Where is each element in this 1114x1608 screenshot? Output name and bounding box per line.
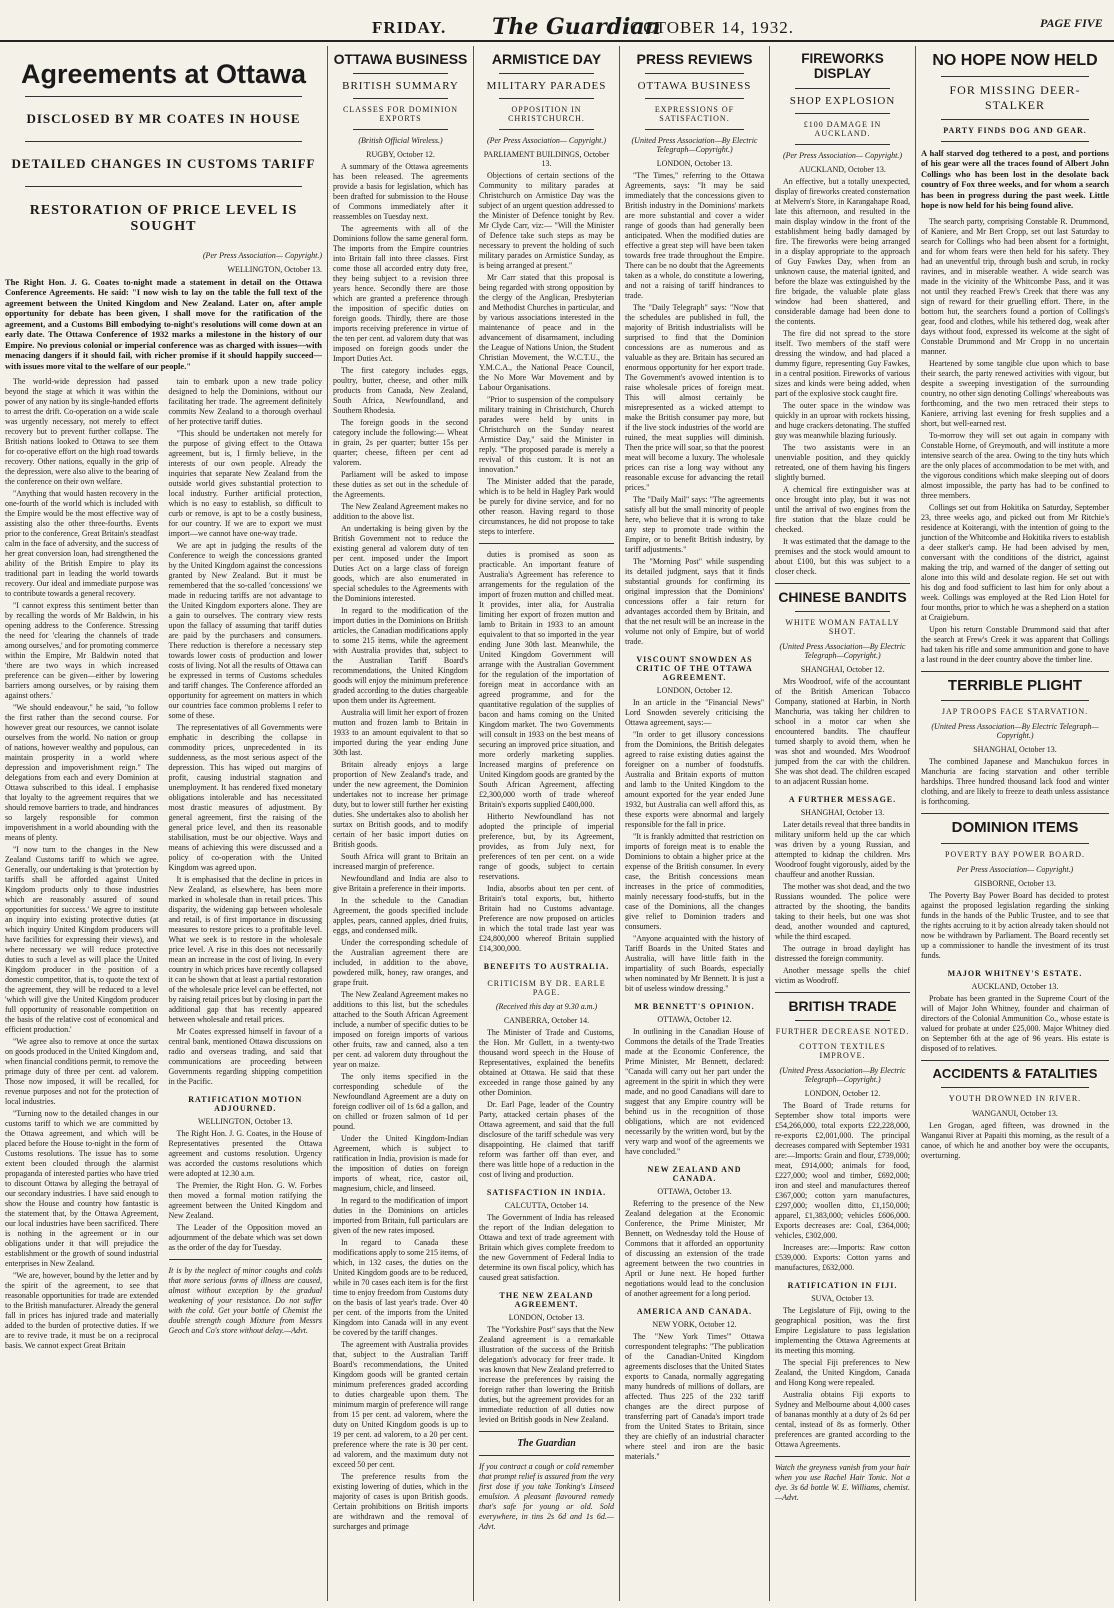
paragraph: In the schedule to the Canadian Agreement, the goods specified include apples, pears, canned apples, dried fruits, eggs, and condensed milk. (333, 896, 468, 936)
article-deck: DETAILED CHANGES IN CUSTOMS TARIFF (11, 155, 316, 171)
paragraph: In regard to the modification of the import duties in the Dominions on British articles, the Canadian modifications apply to some 215 items, while the agreement with Australia provides that, subject to the Australian Tariff Board's recommendations, the United Kingdom goods will enjoy the minimum preference graded according to the duties chargeable upon them under its Agreement. (333, 606, 468, 706)
sub-headline: MR BENNETT'S OPINION. (634, 1002, 755, 1012)
paragraph: Australia will limit her export of frozen mutton and frozen lamb to Britain in 1933 to an amount equivalent to that so imported during the year ending June 30th last. (333, 708, 468, 758)
paragraph: The Right Hon. J. G. Coates, in the House of Representatives presented the Ottawa agreement and customs resolution. Urgency was accorded the customs resolutions which were adopted at 12.30 a.m. (168, 1129, 322, 1179)
paragraph: Newfoundland and India are also to give Britain a preference in their imports. (333, 874, 468, 894)
paragraph: "Anything that would hasten recovery in the one-fourth of the world which is included with the Empire would be the most effective way of assisting also the other three-fourths. Events prior to the conference, Great Britain's steadfast calm in the face of adversity, and the success of her great conversion loan, had strengthened the ability of the British Empire to play its traditional part in leading the world towards recovery. Our ideal and immediate purpose was to contribute towards a general recovery. (5, 489, 159, 599)
divider (25, 141, 302, 142)
credit-line: (United Press Association—By Electric Telegraph—Copyright.) (631, 136, 758, 155)
divider (775, 992, 910, 993)
divider (353, 73, 448, 74)
paragraph: The New Zealand Agreement makes no additions to this list, but the schedules attached to the South African Agreement include, a number of specific duties to be imposed on foreign imports of various other fruits, raw and canned, also a ten per cent. ad valorem duty throughout the year on maize. (333, 990, 468, 1070)
article-deck: EXPRESSIONS OF SATISFACTION. (654, 105, 735, 124)
paragraph: In an article in the "Financial News" Lord Snowden severely criticising the Ottawa agreement, says:— (625, 698, 764, 728)
dateline: NEW YORK, October 12. (652, 1320, 737, 1330)
paragraph: The preference results from the existing lowering of duties, which in the majority of cases is upon British goods. Certain prohibitions on British imports are withdrawn and the removal of surcharges and primage (333, 1472, 468, 1532)
divider (499, 129, 594, 130)
paragraph: Heartened by some tangible clue upon which to base their search, the party renewed activities with vigour, but despite a sweeping investigation of the surrounding country, no other sign denoting Collings' whereabouts was forthcoming, and the two men retraced their steps to Kaniere, arriving last evening for fresh supplies and a short, but well-earned rest. (921, 358, 1109, 428)
divider (169, 1259, 323, 1260)
paragraph: The search party, comprising Constable R. Drummond, of Kaniere, and Mr Bert Cropp, set out last Saturday to search for Collings who had been absent for a fortnight, and for whom fears were then held for his safety. They had an uneventful trip, through bush and scrub, in rocky ravines, and in miserable weather. A wide search was made in the vicinity of the Whitcombe Pass, and it was not until they reached Frew's Creek that there was any sign of reward for their gruelling effort. There, in the bottom hut, the searchers found a portion of Collings's gear, food and clothes, while his tethered dog, weak after days without food, expressed its welcome at the sight of Constable Drummond and Mr Cropp in no uncertain manner. (921, 216, 1109, 356)
body-left (5, 377, 159, 1353)
dateline: AUCKLAND, October 13. (799, 164, 886, 174)
footer-paper-mark: The Guardian (517, 1438, 576, 1450)
paragraph: duties is promised as soon as practicable. An important feature of Australia's Agreement has reference to arrangements for the regulation of the import of frozen mutton and chilled meat. It provides, inter alia, for Australia limiting her export of frozen mutton and lamb to Britain in 1933 to an amount equivalent to that so imported in the year ending June 30th last. Meanwhile, the United Kingdom Government will arrange with the Australian Government for the regulation of the importation of foreign meat in accordance with an agreed programme, and for the quantitative regulation of the supplies of bacon and hams coming on the United Kingdom market. The two Governments will consult in 1933 on the best means of securing an improved price situation, and more orderly marketing supplies. Increased margins of preference on United Kingdom goods are granted by the South African Agreement, affecting £2,300,000 worth of trade whereof Britain's exports supplied £400,000. (479, 550, 614, 810)
article-headline: BRITISH TRADE (788, 998, 897, 1015)
lead-paragraph: A half starved dog tethered to a post, and portions of his gear were all the traces found of Albert John Collings who has been lost in the desolate back country of Fox three weeks, and for whom a search has been in progress during the past week. Little hope is now held for his being found alive. (921, 147, 1109, 211)
divider (479, 1431, 614, 1432)
paragraph: India, absorbs about ten per cent. of Britain's total exports, but, hitherto Britain had no Customs advantage. Preference are now proposed on articles in which the total trade last year was £24,800,000 whereof Britain supplied £14,300,000. (479, 884, 614, 954)
paragraph: The Minister added that the parade, which is to be held in Hagley Park would be purely for divine service, and for no other reason. Having regard to those circumstances, he did not propose to take steps to interfere. (479, 477, 614, 537)
dateline: LONDON, October 12. (804, 1089, 881, 1099)
body-right (169, 377, 323, 1353)
divider (645, 129, 744, 130)
paragraph: The world-wide depression had passed beyond the stage at which it was within the power of any nation by its single-handed efforts to arrest the drift. Co-operation on a wide scale was urgently necessary, not merely to effect recovery but to prevent further collapse. The British nations looked to Ottawa to see them for co-operative effort on the high road towards recovery. Other nations, equally in the grip of the depression, were also alive to the bearing of the conference on their own welfare. (5, 377, 159, 487)
dateline: LONDON, October 13. (508, 1313, 585, 1323)
paragraph: To-morrow they will set out again in company with Constable Horne, of Greymouth, and will institute a more intensive search of the area. Owing to the tiny huts which are the only places of accommodation to be met with, and the vigorous conditions which make sleeping out of doors almost impossible, the party has had to be confined to three members. (921, 430, 1109, 500)
paragraph: "I now turn to the changes in the New Zealand Customs tariff to which we agree. Generally, our undertaking is that 'protection by tariffs shall be afforded against United Kingdom products only to those industries which are reasonably assured of sound opportunities for success.' We agree to institute an inquiry into existing protective duties (at which inquiry United Kingdom producers will have facilities for expressing their views), and where necessary we will reduce protective duties to such a level as will place the United Kingdom producer in the position of a domestic competitor, that is, to quote the text of the agreement, they will be reduced to a level 'which will give the United Kingdom producer full opportunity of reasonable competition on the basis of the relative cost of economical and efficient production.' (5, 845, 159, 1035)
article-deck: DISCLOSED BY MR COATES IN HOUSE (26, 110, 301, 126)
credit-line: (United Press Association—By Electric Telegraph—Copyright.) (931, 722, 1099, 741)
paragraph: "We are, however, bound by the letter and by the spirit of the agreement, to see that reasonable opportunities for trade are extended to the British manufacturer. Already the general fall in prices has injured trade and materially added to the burden of protective duties. If we are to revive trade, it must be on a reciprocal basis. We cannot expect Great Britain (5, 1271, 159, 1351)
dateline: SHANGHAI, October 13. (973, 745, 1057, 755)
dateline: OTTAWA, October 13. (657, 1187, 732, 1197)
masthead (0, 0, 1114, 42)
paragraph: We are apt in judging the results of the Conference to weigh the concessions granted by the United Kingdom against the concessions granted by New Zealand. But it must be remembered that the so-called 'concessions' we made in reducing tariffs are not advantage to the United Kingdom exporters alone. They are a gain to ourselves. The contrary view rests upon the fallacy of assuming that tariff duties are paid by the purchasers and consumers. There reduction is therefore a necessary step towards lower costs of production and lower costs of living. Not all the results of Ottawa can be expressed in terms of Customs schedules and tariff changes. The Conference afforded an opportunity for agreement on matters in which our countries face common problems I refer to some of these. (168, 541, 322, 721)
advertisement: Watch the greyness vanish from your hair when you use Rachel Hair Tonic. Not a dye. 3s 6d bottle W. E. Williams, chemist.—Advt. (775, 1463, 910, 1503)
divider (941, 843, 1089, 844)
article-deck: COTTON TEXTILES IMPROVE. (799, 1042, 886, 1061)
paragraph: Upon his return Constable Drummond said that after the search at Frew's Creek it was apparent that Collings had taken his rifle and some ammunition and gone to have a last round in the deer country above the timber line. (921, 624, 1109, 664)
dateline: SHANGHAI, October 13. (800, 808, 885, 818)
credit-line: (Received this day at 9.30 a.m.) (495, 1002, 598, 1012)
article-deck: PARTY FINDS DOG AND GEAR. (943, 125, 1087, 135)
article-deck: JAP TROOPS FACE STARVATION. (941, 707, 1089, 717)
paragraph: "Anyone acquainted with the history of Tariff Boards in the United States and Australia, will have little faith in the impartiality of such Boards, especially when nominated by Mr Bennett. It is just a bit of useless window dressing." (625, 934, 764, 994)
advertisement: If you contract a cough or cold remember that prompt relief is assured from the very first dose if you take Tonking's Linseed emulsion. A pleasant flavoured remedy that's safe for young or old. Sold everywhere, in tins 2s 6d and 1s 6d.—Advt. (479, 1462, 614, 1532)
paragraph: "It is frankly admitted that restriction on imports of foreign meat is to enable the Dominions to obtain a higher price at the expense of the British consumer. In every case, the British concessions mean increases in the price of commodities, mainly necessary food-stuffs, but in the case of the Dominions, all the changes give relief to Dominion traders and consumers. (625, 832, 764, 932)
divider (775, 1456, 910, 1457)
paragraph: The Minister of Trade and Customs, the Hon. Mr Gullett, in a twenty-two thousand word speech in the House of Representatives, explained the benefits obtained at Ottawa. He said that these exceeded in range those gained by any other Dominion. (479, 1028, 614, 1098)
paragraph: It was estimated that the damage to the premises and the stock would amount to about £100, but this was subject to a closer check. (775, 536, 910, 576)
article-headline: NO HOPE NOW HELD (932, 52, 1098, 69)
paragraph: In outlining in the Canadian House of Commons the details of the Trade Treaties made at the Economic Conference, the Prime Minister, Mr Bennett, declared: "Canada will carry out her part under the agreement in the spirit in which they were made, and no good Canadians will dare to suggest that any Empire country will be behind us in the recognition of those obligations, which are not evidenced necessarily by the written word, but by the very warp and woof of the agreements we have concluded." (625, 1027, 764, 1157)
article-deck: FOR MISSING DEER-STALKER (949, 82, 1081, 112)
paragraph: A summary of the Ottawa agreements has been released. The agreements provide a basis for legislation, which has been drafted for submission to the House of Commons immediately after it reassembles on Tuesday next. (333, 162, 468, 222)
sub-headline: SATISFACTION IN INDIA. (486, 1188, 607, 1198)
paragraph: "The Times," referring to the Ottawa Agreements, says: "It may be said immediately that the concessions given to British industry in the Dominions' markets are more substantial and cover a wider range of goods than had generally been anticipated. When the modified duties are effective a great step will have been taken towards free trade throughout the Empire. There can be no doubt that the Agreements taken as a whole, do constitute a lowering, and not a raising of tariff hindrances to trade. (625, 171, 764, 301)
divider (479, 543, 614, 544)
credit-line: (United Press Association—By Electric Telegraph—Copyright.) (779, 642, 906, 661)
paragraph: A chemical fire extinguisher was at once brought into play, but it was not until the arrival of two engines from the fire station that the blaze could be checked. (775, 484, 910, 534)
divider (941, 119, 1089, 120)
article-deck: MILITARY PARADES (486, 80, 607, 93)
paragraph: The representatives of all Governments were emphatic in describing the collapse in commodity prices, unprecedented in its suddenness, as the most serious aspect of the depression. This has wiped out margins of profit, causing industrial stagnation and unemployment. It has rendered fixed monetary obligations intolerable and has necessitated most drastic measures of adjustment. By general agreement, first the raising of the general price level, and then its reasonable stabilisation, must be our objective. Ways and means of achieving this were discussed and a policy of co-operation with the United Kingdom was agreed upon. (168, 723, 322, 873)
sub-headline: THE NEW ZEALAND AGREEMENT. (499, 1291, 594, 1310)
lead-paragraph: The Right Hon. J. G. Coates to-night made a statement in detail on the Ottawa Conference Agreements. He said: "I now wish to lay on the table the full text of the agreement between the United Kingdom and New Zealand. Later on, after ample opportunity for debate has been given, I shall move for the ratification of the agreement, and a Customs Bill embodying to-night's resolutions will come down at an early date. The Ottawa Conference of 1932 marks a milestone in the history of our Empire. No previous colonial or imperial conference was as charged with issues—with menacing dangers if it should fail, with richer promise if it should happily succeed—with issues more vital to the welfare of our people." (5, 276, 322, 371)
article-headline: DOMINION ITEMS (951, 819, 1079, 837)
credit-line: (Per Press Association— Copyright.) (782, 150, 903, 160)
divider (795, 611, 890, 612)
paragraph: The Board of Trade returns for September show total imports were £54,266,000, total exports £22,228,000, re-exports £2,001,000. The principal decreases compared with September 1931 are:—Imports: Grain and flour, £739,000; meat, £914,000; animals for food, £227,000; wool and timber, £692,000; iron and steel and manufactures thereof £367,000; cotton yarn manufactures, £297,000; woollen ditto, £1,150,000; apparel, £1,383,000; vehicles £606,000. Exports decreases are: Coal, £364,000; vehicles, £302,000. (775, 1101, 910, 1241)
paragraph: Mr Coates expressed himself in favour of a central bank, mentioned Ottawa discussions on radio and overseas trading, and said that communications are proceeding between Governments regarding shipping competition in the Pacific. (168, 1027, 322, 1087)
divider (645, 98, 744, 99)
dateline: WANGANUI, October 13. (972, 1108, 1058, 1118)
article-body (5, 377, 322, 1353)
paragraph: In regard to Canada these modifications apply to some 215 items, of which, in 132 cases, the duties on the United Kingdom goods are to be reduced, while in 70 cases each item is for the first time to enjoy freedom from Customs duty on the basis of last year's trade. Over 40 per cent. of the imports from the United Kingdom into Canada will in any event be covered by the tariff changes. (333, 1238, 468, 1338)
credit-line: (British Official Wireless.) (358, 136, 443, 146)
column-ottawa-business (328, 46, 474, 1601)
paragraph: tain to embark upon a new trade policy designed to help the Dominions, without our facilitating her trade. The agreement definitely commits New Zealand to a thorough overhaul of her protective tariff duties. (168, 377, 322, 427)
paragraph: "Prior to suspension of the compulsory military training in Christchurch, Church parades were held by units in Christchurch on the Sunday nearest Armistice Day," said the Minister in reply. "The proposed parade is merely a revival of this custom. It is not an innovation." (479, 395, 614, 475)
sub-headline: RATIFICATION IN FIJI. (787, 1281, 898, 1291)
article-deck: OTTAWA BUSINESS (637, 80, 752, 93)
paragraph: The New Zealand Agreement makes no addition to the above list. (333, 502, 468, 522)
dateline: OTTAWA, October 12. (657, 1015, 732, 1025)
paragraph: The "Morning Post" while suspending its detailed judgment, says that it finds substantial grounds for confirming its original impression that the Dominions' concessions offer a fair return for advantages accorded them by Britain, and that the net result will be an increase in the volume not only of Empire, but of world trade. (625, 557, 764, 647)
paragraph: "I cannot express this sentiment better than by recalling the words of Mr Baldwin, in his opening address to the Conference. Stressing the need for 'clearing the channels of trade among ourselves,' and for promoting commerce within the Empire, Mr Baldwin noted that 'there are two ways in which increased preference can be given—either by lowering barriers among ourselves, or by raising them against others.' (5, 601, 159, 701)
masthead-paper-name: The Guardian (492, 14, 661, 40)
article-headline: FIREWORKS DISPLAY (801, 51, 884, 81)
paragraph: The fire did not spread to the store itself. Two members of the staff were dressing the window, and had placed a dummy figure, representing Guy Fawkes, in a central position. Fireworks of various sizes and kinds were being added, when part of the explosive stock caught fire. (775, 328, 910, 398)
article-deck: CLASSES FOR DOMINION EXPORTS (342, 105, 459, 124)
paragraph: Hitherto Newfoundland has not adopted the principle of imperial preference, but, by its Agreement, provides, as from July next, for preferences of ten per cent. on a wide range of goods, subject to certain reservations. (479, 812, 614, 882)
divider (921, 671, 1109, 672)
divider (645, 73, 744, 74)
paragraph: "In order to get illusory concessions from the Dominions, the British delegates agreed to raise existing duties against the foreigner on a number of foodstuffs. Australia and Britain exports of mutton and lamb to the United Kingdom to the amount exported for the year ended June 1932, but Australia can well afford this, as these exports were abnormal and largely responsible for the fall in price. (625, 730, 764, 830)
divider (479, 1455, 614, 1456)
article-deck: OPPOSITION IN CHRISTCHURCH. (508, 105, 585, 124)
paragraph: The mother was shot dead, and the two Russians wounded. The police were attracted by the shooting, the bandits taking to their heels, but one was shot dead, another wounded and captured, while the third escaped. (775, 882, 910, 942)
sub-headline: RATIFICATION MOTION ADJOURNED. (188, 1095, 303, 1114)
paragraph: It is emphasised that the decline in prices in New Zealand, as elsewhere, has been more marked in wholesale than in retail prices. This disparity, the widening gap between wholesale and retail, is of first importance in discussing measures to restore prices to a profitable level. What we seek is to restore in the wholesale price level. A rise in this does not necessarily mean an increase in the cost of living. In every country in which prices have recently collapsed it can be shown that at least a partial restoration of the wholesale price level can be effected, not by raising retail prices but by closing in part the additional gap that has recently appeared between wholesale and retail prices. (168, 875, 322, 1025)
paragraph: The combined Japanese and Manchukuo forces in Manchuria are facing starvation and other terrible hardships. Three hundred thousand lack food and winter clothing, and are likely to freeze to death unless assistance is forthcoming. (921, 757, 1109, 807)
sub-headline: AMERICA AND CANADA. (636, 1307, 753, 1317)
article-deck: BRITISH SUMMARY (342, 80, 459, 93)
article-headline: Agreements at Ottawa (20, 59, 307, 89)
divider (941, 700, 1089, 701)
paragraph: An effective, but a totally unexpected, display of fireworks created consternation at Melvern's Store, in Karangahape Road, late this afternoon, and resulted in the main display window in the front of the establishment being badly damaged by fire. The fireworks were being arranged in a display appropriate to the approach of Guy Fawkes Day, when from an unknown cause, the material ignited, and before the blaze was extinguished by the fire brigade, the valuable plate glass window had been shattered, and considerable damage had been done to the contents. (775, 176, 910, 326)
masthead-page-number: PAGE FIVE (1040, 16, 1103, 30)
paragraph: Britain already enjoys a large proportion of New Zealand's trade, and under the new agreement, the Dominion undertakes not to increase her primage duty, but to lower still further her existing duties. She undertakes also to abolish her surtax on British goods, and to modify certain of her basic import duties on British goods. (333, 760, 468, 850)
column-armistice-day (474, 46, 620, 1601)
paragraph: Under the corresponding schedule of the Australian agreement there are included, in addition to the above, powdered milk, honey, raw oranges, and grape fruit. (333, 938, 468, 988)
paragraph: The outer space in the window was quickly in an uproar with rockets hissing, and huge crackers detonating. The stuffed guy was meanwhile blazing furiously. (775, 400, 910, 440)
divider (795, 1020, 890, 1021)
paragraph: Increases are:—Imports: Raw cotton £539,000. Exports: Cotton yarns and manufactures, £632,000. (775, 1243, 910, 1273)
paragraph: The Legislature of Fiji, owing to the geographical position, was the first Empire Legislature to pass legislation implementing the Ottawa Agreements at its meeting this morning. (775, 1306, 910, 1356)
paragraph: Australia obtains Fiji exports to Sydney and Melbourne about 4,000 cases of bananas monthly at a duty of 2s 6d per cental, instead of 8s as formerly. Other preferences are granted according to the Ottawa Agreements. (775, 1390, 910, 1450)
paragraph: "We agree also to remove at once the surtax on goods produced in the United Kingdom and, when financial conditions permit, to remove the primage duty of three per cent. ad valorem. Those now imposed, it will be recalled, for revenue purposes and not for the protection of local industries. (5, 1037, 159, 1107)
paragraph: The two assistants were in an unenviable position, and they quickly retreated, one of them having his fingers slightly burned. (775, 442, 910, 482)
credit-line: Per Press Association— Copyright.) (956, 864, 1074, 874)
paragraph: The foreign goods in the second category include the following:— Wheat in grain, 2s per quarter; butter 15s per quarter; cheese, fifteen per cent ad valorem. (333, 418, 468, 468)
dateline: SHANGHAI, October 12. (800, 665, 885, 675)
paragraph: The special Fiji preferences to New Zealand, the United Kingdom, Canada and Hong Kong were repealed. (775, 1358, 910, 1388)
paragraph: Parliament will be asked to impose these duties as set out in the schedule of the Agreements. (333, 470, 468, 500)
sub-headline: BENEFITS TO AUSTRALIA. (483, 962, 610, 972)
paragraph: The first category includes eggs, poultry, butter, cheese, and other milk products from Canada, New Zealand, South Africa, Newfoundland, and Southern Rhodesia. (333, 366, 468, 416)
paragraph: The agreements with all of the Dominions follow the same general form. The imports from the Empire countries into Britain fall into three classes. First come those all accorded entry duty free, they being subject to a revision three years hence. Secondly there are those which are granted a preference through the imposition of specific duties on foreign goods. Thirdly, there are those imports receiving preference in virtue of the ten per cent. ad valorem duty that was imposed on foreign goods under the Import Duties Act. (333, 224, 468, 364)
article-deck: RESTORATION OF PRICE LEVEL IS SOUGHT (29, 202, 298, 234)
dateline: SUVA, October 13. (811, 1294, 874, 1304)
paragraph: Referring to the presence of the New Zealand delegation at the Economic Conference, the Prime Minister, Mr Bennett, on Wednesday told the House of Commons that it afforded an opportunity of discussing an extension of the trade agreement between the two countries in April or June next. He hoped further negotiations would lead to the conclusion of another agreement for a long period. (625, 1199, 764, 1299)
article-headline: OTTAWA BUSINESS (333, 51, 468, 67)
paragraph: Under the United Kingdom-Indian Agreement, which is subject to ratification in India, provision is made for the imposition of duties on foreign imports of wheat, rice, castor oil, magnesium, chicle, and linseed. (333, 1134, 468, 1194)
dateline: CANBERRA, October 14. (503, 1016, 590, 1026)
sub-headline: MAJOR WHITNEY'S ESTATE. (947, 968, 1083, 978)
masthead-day: FRIDAY. (372, 18, 447, 37)
article-deck: WHITE WOMAN FATALLY SHOT. (785, 618, 900, 637)
paragraph: "We should endeavour," he said, "to follow the first rather than the second course. For however great our resources, we cannot isolate ourselves from the world. No nation or group of nations, however wealthy and populous, can maintain prosperity in a world where depression and impoverishment reign." The delegations from each and every Dominion at Ottawa subscribed to this ideal. I emphasise that loyalty to the agreement requires that we should remove barriers to trade, and hindrances so largely responsible for common impoverishment in a world abounding with the means of plenty. (5, 703, 159, 843)
dateline: WELLINGTON, October 13. (227, 264, 322, 274)
article-headline: ACCIDENTS & FATALITIES (932, 1065, 1098, 1081)
divider (25, 186, 302, 187)
masthead-date: OCTOBER 14, 1932. (630, 18, 795, 37)
paragraph: Another message spells the chief victim as Woodroff. (775, 966, 910, 986)
divider (775, 583, 910, 584)
paragraph: Later details reveal that three bandits in military uniform held up the car which was driven by a young Russian, and attempted to kidnap the children. Mrs Woodroof fought vigorously, aided by the chauffeur and another Russian. (775, 820, 910, 880)
paragraph: The agreement with Australia provides that, subject to the Australian Tariff Board's recommendations, the United Kingdom goods will be granted certain minimum preferences graded according to duties chargeable upon them. The minimum margin of preference will range from 15 per cent. ad valorem, where the duty on United Kingdom goods is up to 19 per cent. ad valorem, to a 20 per cent. preference where the rate is 30 per cent. ad valorem, and the maximum duty not exceed 50 per cent. (333, 1340, 468, 1470)
credit-line: (Per Press Association— Copyright.) (202, 250, 322, 260)
paragraph: The only items specified in the corresponding schedule of the Newfoundland Agreement are a duty on foreign codliver oil of 1s 6d a gallon, and on chilled or frozen salmon of 1d per pound. (333, 1072, 468, 1132)
article-headline: ARMISTICE DAY (491, 51, 602, 67)
paragraph: Dr. Earl Page, leader of the Country Party, attacked certain phases of the Ottawa agreement, and said that the full disclosure of the tariff schedule was very disappointing. He claimed that tariff reform was farther off than ever, and there was little hope of a reduction in the cost of living and production. (479, 1100, 614, 1180)
divider (795, 88, 890, 89)
divider (941, 1087, 1089, 1088)
sub-headline: CRITICISM BY DR. EARLE PAGE. (487, 979, 606, 998)
article-headline: CHINESE BANDITS (778, 588, 907, 605)
credit-line: (Per Press Association— Copyright.) (486, 136, 607, 146)
article-headline: PRESS REVIEWS (636, 51, 753, 67)
paragraph: Objections of certain sections of the Community to military parades at Christchurch on Armistice Day was the subject of an urgent question addressed to the Minister of Defence tonight by Rev. Mr Clyde Carr, viz:— "Will the Minister of Defence take such steps as may be necessary to prevent the holding of such military parades on Armistice Sunday, as is being arranged at present." (479, 171, 614, 271)
paragraph: Mr Carr stated that this proposal is being regarded with strong opposition by the clergy of the Anglican, Presbyterian and Methodist Churches in particular, and by various associations interested in the maintenance of peace and in the advancement of disarmament, including the League of Nations Union, the Student Christian Movement, the W.C.T.U., the Y.M.C.A., the National Peace Council, the No More War Movement and by Labour Organisations. (479, 273, 614, 393)
dateline: WELLINGTON, October 13. (198, 1117, 293, 1127)
sub-headline: VISCOUNT SNOWDEN AS CRITIC OF THE OTTAWA AGREEMENT. (636, 655, 753, 683)
divider (353, 129, 448, 130)
divider (941, 76, 1089, 77)
paragraph: "This should be undertaken not merely for the purpose of giving effect to the Ottawa agreement, but is, I firmly believe, in the interests of our own people. Already the inquiries that separate New Zealand from the outside world gives substantial protection to local industry. Further artificial protection, which is no easy to establish, so difficult to curb or remove, is apt to be a costly business, for our country. If we are to export we must import—we cannot have one-way trade. (168, 429, 322, 539)
divider (25, 96, 302, 97)
dateline: GISBORNE, October 13. (974, 878, 1056, 888)
article-deck: POVERTY BAY POWER BOARD. (945, 849, 1085, 859)
paragraph: The "Daily Mail" says: "The agreements satisfy all but the small minority of people here, who believe that it is wrong to take any step to promote trade within the Empire, or to benefit British industry, by tariff adjustments." (625, 495, 764, 555)
paragraph: The "Daily Telegraph" says: "Now that the schedules are published in full, the majority of British industrialists will be surprised to find that the Dominion concessions are as numerous and as valuable as they are. Britain has secured an enormous opportunity for her export trade. The Government's avowed intention is to raise wholesale prices of foreign meat. This will almost certainly be misrepresented as a wicked attempt to make the British consumer pay more, but if the live stock industries of the world are ruined, the meat supplies will diminish. Then the price will soar, so that the poorest meat will become a luxury. The wholesale prices can rise a long way without any reasonable excuse for advancing the retail prices." (625, 303, 764, 493)
paragraph: Collings set out from Hokitika on Saturday, September 23, three weeks ago, and picked out from Mr Ritchie's residence at Koiterangi, with the intention of going to the junction of the Whitcombe and Hokitika rivers to establish a deer stalker's camp. He had been advised by men, conversant with the conditions of the district, against making the trip, and warned of the danger of setting out alone into this wild and desolate region. He set out with his dog and food sufficient to last him for only about a week. Collings was employed at the Red Lion Hotel for four months, prior to which he was a shepherd on a station at Craigieburn. (921, 502, 1109, 622)
divider (795, 144, 890, 145)
article-deck: YOUTH DROWNED IN RIVER. (948, 1093, 1082, 1103)
divider (499, 98, 594, 99)
divider (499, 73, 594, 74)
paragraph: An undertaking is being given by the British Government not to reduce the existing general ad valorem duty of ten per cent. imposed under the Import Duties Act on a large class of foreign goods, which are also enumerated in special schedules to the Agreements with the Dominions interested. (333, 524, 468, 604)
divider (795, 113, 890, 114)
column-press-reviews (620, 46, 770, 1601)
divider (941, 141, 1089, 142)
divider (921, 1060, 1109, 1061)
paragraph: The Government of India has released the report of the Indian delegation to Ottawa and text of trade agreement with Britain which gives complete freedom to the new Government of Federal India to determine its own fiscal policy, which has caused great satisfaction. (479, 1213, 614, 1283)
sub-headline: NEW ZEALAND AND CANADA. (647, 1165, 742, 1184)
sub-headline: A FURTHER MESSAGE. (788, 795, 897, 805)
dateline: CALCUTTA, October 14. (504, 1201, 589, 1211)
paragraph: Probate has been granted in the Supreme Court of the will of Major John Whitney, founder and chairman of directors of the Colonial Ammunition Co., whose estate is valued for probate at under £25,000. Major Whitney died on September 6th at the age of 96 years. His estate is disposed of to relatives. (921, 993, 1109, 1053)
paragraph: The Premier, the Right Hon. G. W. Forbes then moved a formal motion ratifying the agreement between the United Kingdom and New Zealand. (168, 1181, 322, 1221)
paragraph: "Turning now to the detailed changes in our customs tariff to which we are committed by the Ottawa agreement, and which will be placed before the House to-night in the form of Customs resolutions. The issue has to some extent been clouded through the alarmist propaganda of interested parties who have tried to discount Ottawa by alleging the betrayal of our secondary industries. I have said enough to show the House and country how fantastic is the statement that, by the Ottawa Agreement, our local industries have been sacrificed. There is nothing in the agreement or in our obligations under it that will prejudice the establishment or the growth of sound industrial enterprises in New Zealand. (5, 1109, 159, 1269)
paragraph: South Africa will grant to Britain an increased margin of preference. (333, 852, 468, 872)
paragraph: In regard to the modification of import duties in the Dominions on articles imported from Britain, full particulars are given of the new rates imposed. (333, 1196, 468, 1236)
paragraph: The Leader of the Opposition moved an adjournment of the debate which was set down as the order of the day for Tuesday. (168, 1223, 322, 1253)
advertisement: It is by the neglect of minor coughs and colds that more serious forms of illness are caused, almost without exception by the gradual weakening of your resistance. Do not suffer with the cold. Get your bottle of Chemist the double strength cough Mixture from Messrs Geoch and Co's store without delay.—Advt. (168, 1266, 322, 1336)
dateline: LONDON, October 12. (656, 686, 733, 696)
paragraph: Len Grogan, aged fifteen, was drowned in the Wanganui River at Papaiti this morning, as the result of a canoe, of which he and another boy were the occupants, overturning. (921, 1120, 1109, 1160)
paragraph: Mrs Woodroof, wife of the accountant of the British American Tobacco Company, stationed at Harbin, in North Manchuria, was taking her children to school in a motor car when she encountered bandits. The chauffeur turned sharply to avoid them, when he was shot and wounded. Mrs Woodroof jumped from the car with the children. She was shot dead. The children escaped to an adjacent Russian home. (775, 677, 910, 787)
article-deck: SHOP EXPLOSION (789, 94, 896, 107)
divider (353, 98, 448, 99)
column-missing-deer-stalker (916, 46, 1114, 1601)
column-ottawa-agreements (0, 46, 328, 1601)
divider (921, 813, 1109, 814)
dateline: PARLIAMENT BUILDINGS, October 13. (483, 150, 610, 169)
dateline: LONDON, October 13. (656, 159, 733, 169)
column-fireworks-display (770, 46, 916, 1601)
dateline: RUGBY, October 12. (366, 150, 435, 160)
credit-line: (United Press Association—By Electric Telegraph—Copyright.) (779, 1066, 906, 1085)
dateline: AUCKLAND, October 13. (971, 981, 1059, 991)
article-deck: £100 DAMAGE IN AUCKLAND. (803, 119, 882, 138)
paragraph: The "Yorkshire Post" says that the New Zealand agreement is a remarkable illustration of the success of the British delegation's advocacy for freer trade. It was known that New Zealand preferred to increase the preferences by raising the foreign rather than lowering the British duties, but the agreement provides for an immediate reduction of all duties now levied on British goods in New Zealand. (479, 1325, 614, 1425)
paragraph: The "New York Times'" Ottawa correspondent telegraphs: "The publication of the Canadian-United Kingdom agreements discloses that the United States exports to Canada, normally aggregating many hundreds of millions of dollars, are affected. Thus 225 of the 232 tariff changes are the direct purpose of transferring part of Canada's import trade from the United States to Britain, since they are chiefly of an industrial character where steel and iron are the basic materials." (625, 1332, 764, 1462)
article-headline: TERRIBLE PLIGHT (947, 676, 1083, 694)
article-deck: FURTHER DECREASE NOTED. (775, 1027, 910, 1037)
paragraph: The Poverty Bay Power Board has decided to protest against the proposed legislation regarding the sinking funds in the hands of the Public Trustee, and to see that the rights accruing to it by action already taken should not now be withdrawn by Parliament. The Board recently set up a commissioner to handle the investment of its trust funds. (921, 890, 1109, 960)
paragraph: The outrage in broad daylight has distressed the foreign community. (775, 944, 910, 964)
